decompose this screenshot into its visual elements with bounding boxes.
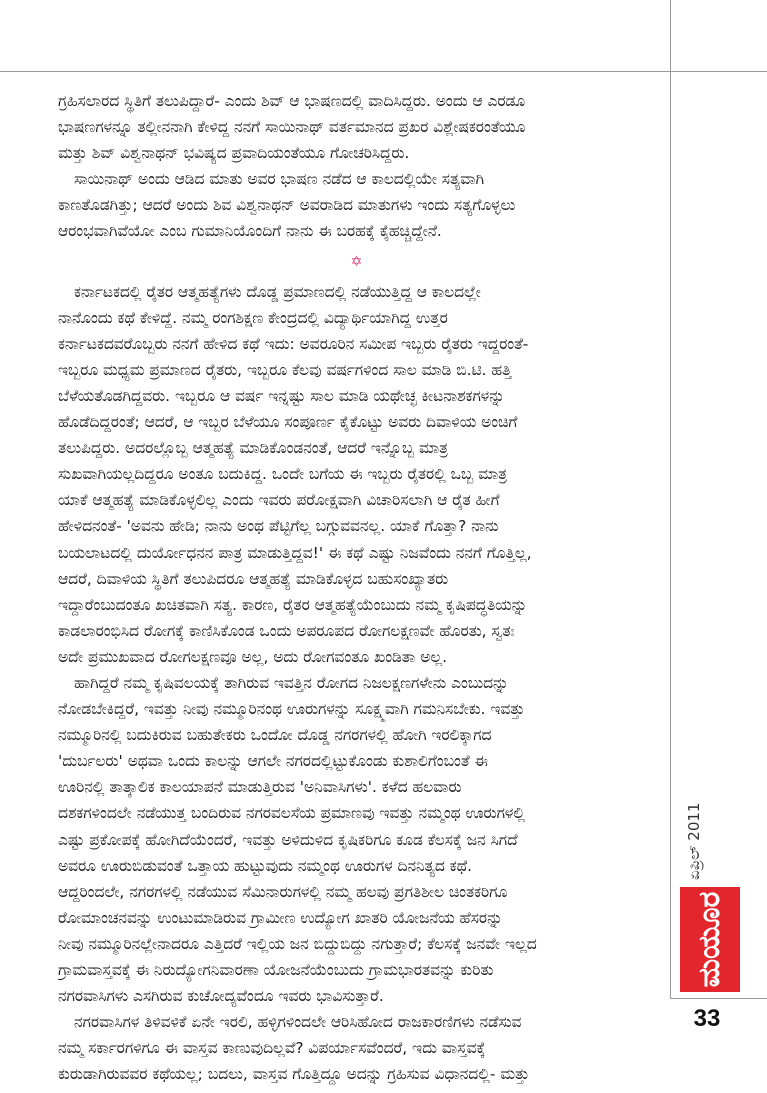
text-line: ಆರಂಭವಾಗಿವೆಯೋ ಎಂಬ ಗುಮಾನಿಯೊಂದಿಗೆ ನಾನು ಈ ಬರಹಕ್ಕೆ ಕೈಹಚ್ಚಿದ್ದೇನೆ. xyxy=(58,222,442,241)
text-line: ಮತ್ತು ಶಿವ್ ವಿಶ್ವನಾಥನ್ ಭವಿಷ್ಯದ ಪ್ರವಾದಿಯಂತೆಯೂ ಗೋಚರಿಸಿದ್ದರು. xyxy=(58,144,410,163)
text-line: ನಗರವಾಸಿಗಳ ತಿಳಿವಳಿಕೆ ಏನೇ ಇರಲಿ, ಹಳ್ಳಿಗಳಿಂದಲೇ ಆರಿಸಿಹೋದ ರಾಜಕಾರಣಿಗಳು ನಡೆಸುವ xyxy=(74,1013,522,1032)
top-rule xyxy=(0,71,767,72)
text-line: ದಶಕಗಳಿಂದಲೇ ನಡೆಯುತ್ತ ಬಂದಿರುವ ನಗರವಲಸೆಯ ಪ್ರಮಾಣವು ಇವತ್ತು ನಮ್ಮಂಥ ಊರುಗಳಲ್ಲಿ xyxy=(58,804,525,823)
text-line: ರೋಮಾಂಚನವನ್ನು ಉಂಟುಮಾಡಿರುವ ಗ್ರಾಮೀಣ ಉದ್ಯೋಗ ಖಾತರಿ ಯೋಜನೆಯ ಹೆಸರನ್ನು xyxy=(58,908,503,927)
magazine-masthead: ಮಯೂರ xyxy=(680,887,740,992)
paragraph-3 xyxy=(58,279,655,670)
text-line: ನೋಡಬೇಕಿದ್ದರೆ, ಇವತ್ತು ನೀವು ನಮ್ಮೂರಿನಂಥ ಊರುಗಳನ್ನು ಸೂಕ್ಷ್ಮವಾಗಿ ಗಮನಿಸಬೇಕು. ಇವತ್ತು xyxy=(58,700,525,719)
text-line: ಎಷ್ಟು ಪ್ರಕೋಪಕ್ಕೆ ಹೋಗಿದೆಯೆಂದರೆ, ಇವತ್ತು ಅಳಿದುಳಿದ ಕೃಷಿಕರಿಗೂ ಕೂಡ ಕೆಲಸಕ್ಕೆ ಜನ ಸಿಗದೆ xyxy=(58,830,518,849)
text-line: ಕರ್ನಾಟಕದಲ್ಲಿ ರೈತರ ಆತ್ಮಹತ್ಯೆಗಳು ದೊಡ್ಡ ಪ್ರಮಾಣದಲ್ಲಿ ನಡೆಯುತ್ತಿದ್ದ ಆ ಕಾಲದಲ್ಲೇ xyxy=(74,282,481,301)
paragraph-5 xyxy=(58,1009,655,1087)
text-line: ಅದೇ ಪ್ರಮುಖವಾದ ರೋಗಲಕ್ಷಣವೂ ಅಲ್ಲ, ಅದು ರೋಗವಂತೂ ಖಂಡಿತಾ ಅಲ್ಲ. xyxy=(58,647,448,666)
text-line: ಊರಿನಲ್ಲಿ ತಾತ್ಕಾಲಿಕ ಕಾಲಯಾಪನೆ ಮಾಡುತ್ತಿರುವ 'ಅನಿವಾಸಿಗಳು'. ಕಳೆದ ಹಲವಾರು xyxy=(58,778,462,797)
text-line: ಸುಖವಾಗಿಯಲ್ಲದಿದ್ದರೂ ಅಂತೂ ಬದುಕಿದ್ದ. ಒಂದೇ ಬಗೆಯ ಈ ಇಬ್ಬರು ರೈತರಲ್ಲಿ ಒಬ್ಬ ಮಾತ್ರ xyxy=(58,465,507,484)
paragraph-2 xyxy=(58,166,655,244)
text-line: ಗ್ರಹಿಸಲಾರದ ಸ್ಥಿತಿಗೆ ತಲುಪಿದ್ದಾರೆ- ಎಂದು ಶಿವ್ ಆ ಭಾಷಣದಲ್ಲಿ ವಾದಿಸಿದ್ದರು. ಅಂದು ಆ ಎರಡೂ xyxy=(58,92,526,110)
text-line: ಭಾಷಣಗಳನ್ನೂ ತಲ್ಲೀನನಾಗಿ ಕೇಳಿದ್ದ ನನಗೆ ಸಾಯಿನಾಥ್ ವರ್ತಮಾನದ ಪ್ರಖರ ವಿಶ್ಲೇಷಕರಂತೆಯೂ xyxy=(58,118,526,137)
text-line: ನಮ್ಮೂರಿನಲ್ಲಿ ಬದುಕಿರುವ ಬಹುತೇಕರು ಒಂದೋ ದೊಡ್ಡ ನಗರಗಳಲ್ಲಿ ಹೋಗಿ ಇರಲಿಕ್ಕಾಗದ xyxy=(58,726,492,745)
text-line: ಆದ್ದರಿಂದಲೇ, ನಗರಗಳಲ್ಲಿ ನಡೆಯುವ ಸೆಮಿನಾರುಗಳಲ್ಲಿ ನಮ್ಮ ಹಲವು ಪ್ರಗತಿಶೀಲ ಚಿಂತಕರಿಗೂ xyxy=(58,882,508,901)
text-line: ಹೊಡೆದಿದ್ದರಂತೆ; ಆದರೆ, ಆ ಇಬ್ಬರ ಬೆಳೆಯೂ ಸಂಪೂರ್ಣ ಕೈಕೊಟ್ಟು ಅವರು ದಿವಾಳಿಯ ಅಂಚಿಗೆ xyxy=(58,413,518,432)
text-line: ಹೇಳಿದನಂತೆ- 'ಅವನು ಹೇಡಿ; ನಾನು ಅಂಥ ಪೆಟ್ಟಿಗೆಲ್ಲ ಬಗ್ಗುವವನಲ್ಲ. ಯಾಕೆ ಗೊತ್ತಾ? ನಾನು xyxy=(58,517,499,536)
page-number-rule xyxy=(670,998,767,999)
page-number: 33 xyxy=(693,1005,721,1032)
text-line: ಕುರುಡಾಗಿರುವವರ ಕಥೆಯಲ್ಲ; ಬದಲು, ವಾಸ್ತವ ಗೊತ್ತಿದ್ದೂ ಅದನ್ನು ಗ್ರಹಿಸುವ ವಿಧಾನದಲ್ಲಿ- ಮತ್ತು xyxy=(58,1065,530,1084)
text-line: ಕರ್ನಾಟಕದವರೊಬ್ಬರು ನನಗೆ ಹೇಳಿದ ಕಥೆ ಇದು: ಅವರೂರಿನ ಸಮೀಪ ಇಬ್ಬರು ರೈತರು ಇದ್ದರಂತೆ- xyxy=(58,334,529,353)
text-line: ಇದ್ದಾರೆಂಬುದಂತೂ ಖಚಿತವಾಗಿ ಸತ್ಯ. ಕಾರಣ, ರೈತರ ಆತ್ಮಹತ್ಯೆಯೆಂಬುದು ನಮ್ಮ ಕೃಷಿಪದ್ಧತಿಯನ್ನು xyxy=(58,595,528,614)
paragraph-1 xyxy=(58,88,655,166)
text-line: ಬೆಳೆಯತೊಡಗಿದ್ದವರು. ಇಬ್ಬರೂ ಆ ವರ್ಷ ಇನ್ನಷ್ಟು ಸಾಲ ಮಾಡಿ ಯಥೇಚ್ಛ ಕೀಟನಾಶಕಗಳನ್ನು xyxy=(58,386,505,405)
text-line: ಬಯಲಾಟದಲ್ಲಿ ದುರ್ಯೋಧನನ ಪಾತ್ರ ಮಾಡುತ್ತಿದ್ದವ!' ಈ ಕಥೆ ಎಷ್ಟು ನಿಜವೆಂದು ನನಗೆ ಗೊತ್ತಿಲ್ಲ, xyxy=(58,543,532,562)
text-line: ನಮ್ಮ ಸರ್ಕಾರಗಳಿಗೂ ಈ ವಾಸ್ತವ ಕಾಣುವುದಿಲ್ಲವೆ? ವಿಪರ್ಯಾಸವೆಂದರೆ, ಇದು ವಾಸ್ತವಕ್ಕೆ xyxy=(58,1039,486,1058)
text-line: ನೀವು ನಮ್ಮೂರಿನಲ್ಲೇನಾದರೂ ಎತ್ತಿದರೆ ಇಲ್ಲಿಯ ಜನ ಬಿದ್ದುಬಿದ್ದು ನಗುತ್ತಾರೆ; ಕೆಲಸಕ್ಕೆ ಜನವೇ ಇಲ್ಲದ xyxy=(58,934,537,953)
text-line: ಕಾಡಲಾರಂಭಿಸಿದ ರೋಗಕ್ಕೆ ಕಾಣಿಸಿಕೊಂಡ ಒಂದು ಅಪರೂಪದ ರೋಗಲಕ್ಷಣವೇ ಹೊರತು, ಸ್ವತಃ xyxy=(58,621,515,640)
text-line: ಇಬ್ಬರೂ ಮಧ್ಯಮ ಪ್ರಮಾಣದ ರೈತರು, ಇಬ್ಬರೂ ಕೆಲವು ವರ್ಷಗಳಿಂದ ಸಾಲ ಮಾಡಿ ಬಿ.ಟಿ. ಹತ್ತಿ xyxy=(58,360,512,379)
text-line: ಯಾಕೆ ಆತ್ಮಹತ್ಯೆ ಮಾಡಿಕೊಳ್ಳಲಿಲ್ಲ ಎಂದು ಇವರು ಪರೋಕ್ಷವಾಗಿ ವಿಚಾರಿಸಲಾಗಿ ಆ ರೈತ ಹೀಗೆ xyxy=(58,491,500,510)
text-line: ಗ್ರಾಮವಾಸ್ತವಕ್ಕೆ ಈ ನಿರುದ್ಯೋಗನಿವಾರಣಾ ಯೋಜನೆಯೆಂಬುದು ಗ್ರಾಮಭಾರತವನ್ನು ಕುರಿತು xyxy=(58,961,494,979)
sidebar-divider xyxy=(670,0,671,998)
text-line: ಸಾಯಿನಾಥ್ ಅಂದು ಆಡಿದ ಮಾತು ಅವರ ಭಾಷಣ ನಡೆದ ಆ ಕಾಲದಲ್ಲಿಯೇ ಸತ್ಯವಾಗಿ xyxy=(74,170,484,189)
text-line: 'ದುರ್ಬಲರು' ಅಥವಾ ಒಂದು ಕಾಲನ್ನು ಆಗಲೇ ನಗರದಲ್ಲಿಟ್ಟುಕೊಂಡು ಕುಶಾಲಿಗೆಂಬಂತೆ ಈ xyxy=(58,752,488,771)
text-line: ನಗರವಾಸಿಗಳು ಎಸಗಿರುವ ಕುಚೋದ್ಯವೆಂದೂ ಇವರು ಭಾವಿಸುತ್ತಾರೆ. xyxy=(58,987,384,1006)
text-line: ಹಾಗಿದ್ದರೆ ನಮ್ಮ ಕೃಷಿವಲಯಕ್ಕೆ ತಾಗಿರುವ ಇವತ್ತಿನ ರೋಗದ ನಿಜಲಕ್ಷಣಗಳೇನು ಎಂಬುದನ್ನು xyxy=(74,673,509,692)
article-body xyxy=(58,88,655,1087)
paragraph-4 xyxy=(58,670,655,1009)
text-line: ನಾನೊಂದು ಕಥೆ ಕೇಳಿದ್ದೆ. ನಮ್ಮ ರಂಗಶಿಕ್ಷಣ ಕೇಂದ್ರದಲ್ಲಿ ವಿದ್ಯಾರ್ಥಿಯಾಗಿದ್ದ ಉತ್ತರ xyxy=(58,308,448,327)
star-separator-icon: ✡ xyxy=(350,253,363,270)
issue-date: ಏಪ್ರಿಲ್ 2011 xyxy=(685,802,703,880)
text-line: ಅವರೂ ಊರುಬಿಡುವಂತೆ ಒತ್ತಾಯ ಹುಟ್ಟುವುದು ನಮ್ಮಂಥ ಊರುಗಳ ದಿನನಿತ್ಯದ ಕಥೆ. xyxy=(58,856,473,875)
text-line: ತಲುಪಿದ್ದರು. ಅದರಲ್ಲೊಬ್ಬ ಆತ್ಮಹತ್ಯೆ ಮಾಡಿಕೊಂಡನಂತೆ, ಆದರೆ ಇನ್ನೊಬ್ಬ ಮಾತ್ರ xyxy=(58,439,448,458)
text-line: ಕಾಣತೊಡಗಿತ್ತು; ಆದರೆ ಅಂದು ಶಿವ ವಿಶ್ವನಾಥನ್ ಅವರಾಡಿದ ಮಾತುಗಳು ಇಂದು ಸತ್ಯಗೊಳ್ಳಲು xyxy=(58,196,516,215)
text-line: ಆದರೆ, ದಿವಾಳಿಯ ಸ್ಥಿತಿಗೆ ತಲುಪಿದರೂ ಆತ್ಮಹತ್ಯೆ ಮಾಡಿಕೊಳ್ಳದ ಬಹುಸಂಖ್ಯಾತರು xyxy=(58,569,449,588)
